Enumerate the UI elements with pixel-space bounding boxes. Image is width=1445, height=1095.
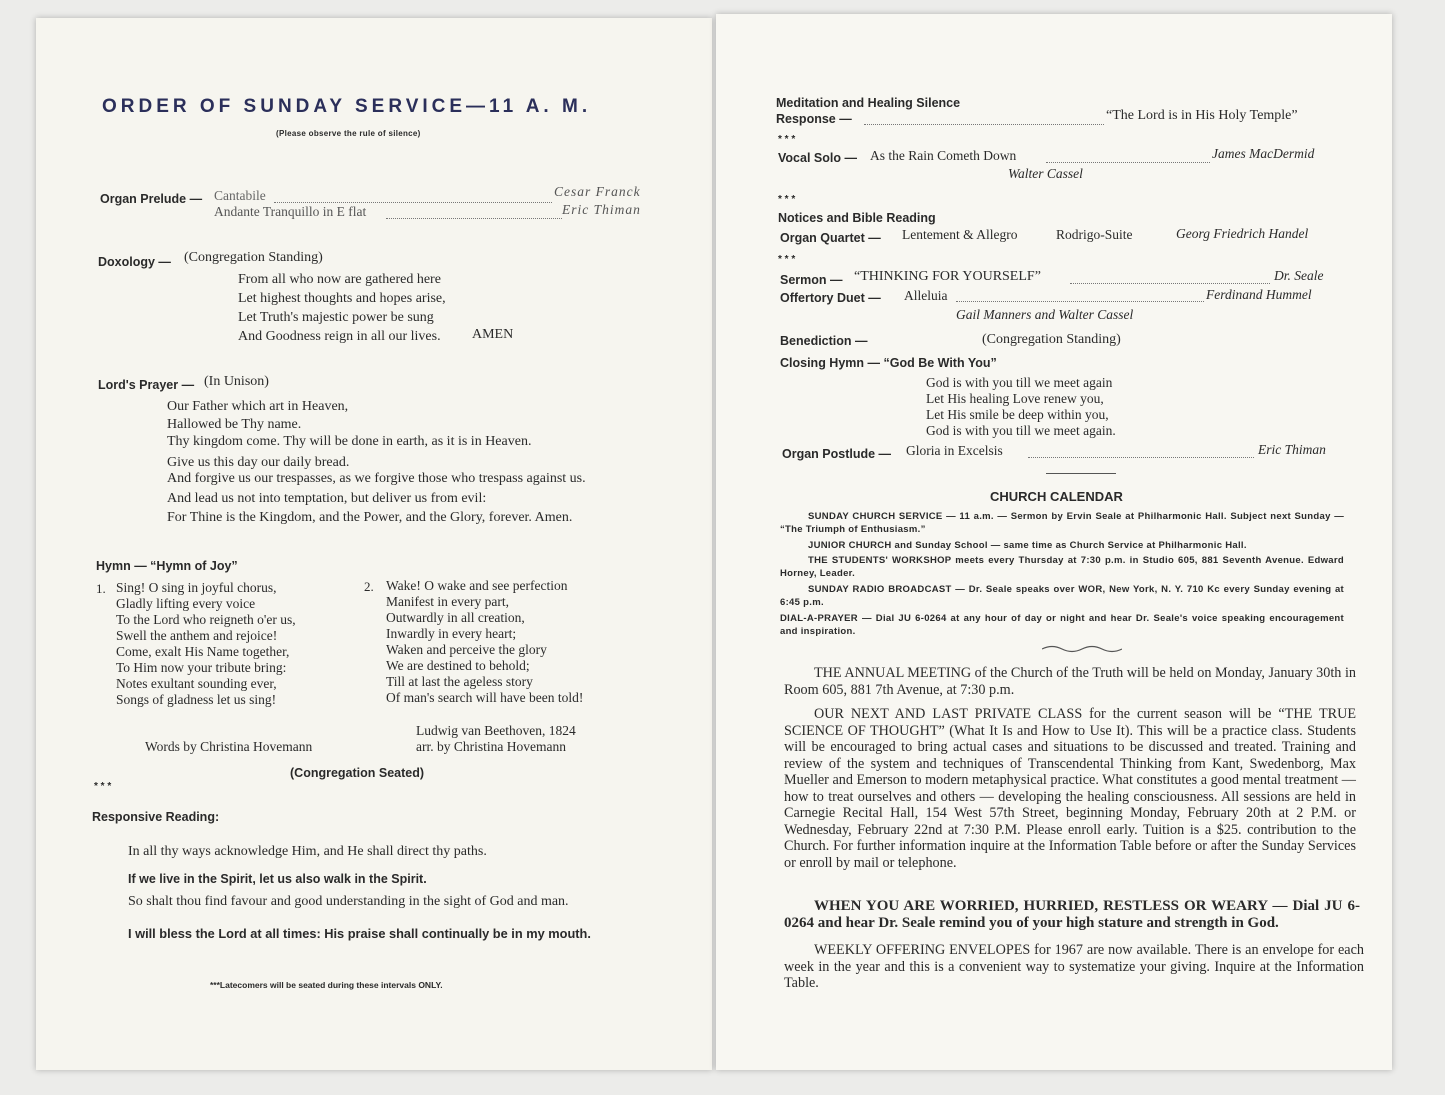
left-page (36, 18, 712, 1070)
prelude-item-1: Cantabile (214, 188, 266, 203)
prayer-line-5: And forgive us our trespasses, as we forgive those who trespass against us. (167, 471, 586, 486)
stars-divider: * * * (778, 194, 796, 205)
verse-1-line: Swell the anthem and rejoice! (116, 628, 278, 643)
organ-quartet-suite: Rodrigo-Suite (1056, 227, 1133, 242)
vocal-solo-label: Vocal Solo — (778, 151, 857, 165)
offertory-composer: Ferdinand Hummel (1206, 287, 1312, 302)
prayer-line-3: Thy kingdom come. Thy will be done in earth, as it is in Heaven. (167, 434, 532, 449)
verse-2-line: Till at last the ageless story (386, 674, 533, 689)
verse-2-line: We are destined to behold; (386, 658, 530, 673)
organ-quartet-label: Organ Quartet — (780, 231, 881, 245)
organ-postlude-label: Organ Postlude — (782, 447, 892, 461)
right-page (716, 14, 1392, 1070)
prayer-line-7: For Thine is the Kingdom, and the Power, and the Glory, forever. Amen. (167, 510, 573, 525)
responsive-line-2: If we live in the Spirit, let us also walk in the Spirit. (128, 872, 427, 886)
stars-divider: * * * (778, 134, 796, 145)
hymn-label: Hymn — “Hymn of Joy” (96, 559, 238, 573)
hymn-arranged-by: arr. by Christina Hovemann (416, 739, 566, 754)
divider-rule (1046, 473, 1116, 474)
verse-1-number: 1. (96, 581, 106, 596)
verse-1-line: To the Lord who reigneth o'er us, (116, 612, 296, 627)
verse-2-line: Manifest in every part, (386, 594, 509, 609)
response-label: Response — (776, 112, 852, 126)
annual-meeting: THE ANNUAL MEETING of the Church of the Truth will be held on Monday, January 30th in Room 605, 881 7th Avenue, at 7:30 p.m. (784, 665, 1356, 698)
benediction-label: Benediction — (780, 334, 868, 348)
closing-hymn-lines (926, 375, 1116, 439)
verse-1-line: Come, exalt His Name together, (116, 644, 290, 659)
calendar-title: CHURCH CALENDAR (990, 489, 1123, 504)
vocal-solo-composer: James MacDermid (1212, 146, 1315, 161)
closing-hymn-line: Let His healing Love renew you, (926, 391, 1104, 406)
verse-1-line: To Him now your tribute bring: (116, 660, 287, 675)
wave-divider (1042, 644, 1122, 654)
organ-quartet-composer: Georg Friedrich Handel (1176, 226, 1309, 241)
calendar-item-3: THE STUDENTS' WORKSHOP meets every Thursday at 7:30 p.m. in Studio 605, 881 Seventh Avenue. Edward Horney, Leader. (780, 555, 1344, 579)
verse-1-line: Songs of gladness let us sing! (116, 692, 277, 707)
offertory-label: Offertory Duet — (780, 291, 881, 305)
prelude-composer-2: Eric Thiman (562, 202, 641, 217)
verse-2-line: Of man's search will have been told! (386, 690, 584, 705)
sermon-label: Sermon — (780, 273, 843, 287)
calendar-item-5: DIAL-A-PRAYER — Dial JU 6-0264 at any hour of day or night and hear Dr. Seale's voice speaking encouragement and inspiration. (780, 613, 1344, 637)
verse-1-line: Notes exultant sounding ever, (116, 676, 277, 691)
lords-prayer-note: (In Unison) (204, 374, 269, 389)
verse-2-line: Waken and perceive the glory (386, 642, 547, 657)
calendar-item-1: SUNDAY CHURCH SERVICE — 11 a.m. — Sermon by Ervin Seale at Philharmonic Hall. Subject next Sunday — “The Triumph of Enthusiasm.” (780, 511, 1344, 535)
verse-2 (386, 578, 583, 706)
vocal-solo-title: As the Rain Cometh Down (870, 148, 1017, 163)
closing-hymn-line: God is with you till we meet again. (926, 423, 1116, 438)
offertory-performers: Gail Manners and Walter Cassel (956, 307, 1134, 322)
calendar-item-2: JUNIOR CHURCH and Sunday School — same time as Church Service at Philharmonic Hall. (808, 540, 1247, 551)
notices-label: Notices and Bible Reading (778, 211, 936, 225)
stars-divider: * * * (778, 254, 796, 265)
closing-hymn-line: Let His smile be deep within you, (926, 407, 1109, 422)
stars-divider: * * * (94, 781, 112, 792)
hymn-words-by: Words by Christina Hovemann (145, 739, 313, 754)
vocal-solo-performer: Walter Cassel (1008, 166, 1083, 181)
verse-2-number: 2. (364, 579, 374, 594)
sermon-title: “THINKING FOR YOURSELF” (854, 269, 1041, 284)
sermon-speaker: Dr. Seale (1274, 268, 1324, 283)
lords-prayer-label: Lord's Prayer — (98, 378, 195, 392)
offering-envelopes: WEEKLY OFFERING ENVELOPES for 1967 are now available. There is an envelope for each week in the year and this is a convenient way to systematize your giving. Inquire at the Information Table. (784, 942, 1364, 991)
verse-2-line: Inwardly in every heart; (386, 626, 517, 641)
closing-hymn-label: Closing Hymn — “God Be With You” (780, 356, 997, 370)
verse-1 (116, 580, 296, 708)
verse-1-line: Sing! O sing in joyful chorus, (116, 580, 277, 595)
meditation-label: Meditation and Healing Silence (776, 96, 961, 110)
congregation-seated: (Congregation Seated) (290, 766, 425, 780)
responsive-line-1: In all thy ways acknowledge Him, and He shall direct thy paths. (128, 844, 487, 859)
latecomers-note: ***Latecomers will be seated during these intervals ONLY. (210, 980, 443, 990)
organ-quartet-title: Lentement & Allegro (902, 227, 1018, 242)
doxology-line-1: From all who now are gathered here (238, 272, 441, 287)
verse-1-line: Gladly lifting every voice (116, 596, 256, 611)
closing-hymn-line: God is with you till we meet again (926, 375, 1113, 390)
postlude-title: Gloria in Excelsis (906, 443, 1003, 458)
organ-prelude-label: Organ Prelude — (100, 192, 203, 206)
doxology-amen: AMEN (472, 327, 514, 342)
prelude-composer-1: Cesar Franck (554, 184, 641, 199)
worried-notice: WHEN YOU ARE WORRIED, HURRIED, RESTLESS OR WEARY — Dial JU 6-0264 and hear Dr. Seale remind you of your high stature and strength in God. (784, 898, 1360, 931)
postlude-composer: Eric Thiman (1258, 442, 1326, 457)
doxology-line-3: Let Truth's majestic power be sung (238, 310, 434, 325)
doxology-note: (Congregation Standing) (184, 250, 323, 265)
responsive-line-3: So shalt thou find favour and good understanding in the sight of God and man. (128, 894, 569, 909)
doxology-label: Doxology — (98, 255, 171, 269)
service-subtitle: (Please observe the rule of silence) (276, 129, 421, 138)
offertory-title: Alleluia (904, 288, 948, 303)
prayer-line-6: And lead us not into temptation, but deliver us from evil: (167, 491, 487, 506)
doxology-line-2: Let highest thoughts and hopes arise, (238, 291, 446, 306)
response-value: “The Lord is in His Holy Temple” (1106, 108, 1298, 123)
private-class: OUR NEXT AND LAST PRIVATE CLASS for the current season will be “THE TRUE SCIENCE OF THOUGHT” (What It Is and How to Use It). This will be a practice class. Students will be encouraged to bring actual cases and situations to be discussed and treated. Training and review of the system and techniques of Transcendental Thinking from Kant, Swedenborg, Max Mueller and Emerson to modern metaphysical practice. What constitutes a good mental treatment — how to treat ourselves and others — developing the healing consciousness. All sessions are held in Carnegie Recital Hall, 154 West 57th Street, beginning Monday, February 20th at 2 P.M. or Wednesday, February 22nd at 7:30 P.M. Please enroll early. Tuition is a $25. contribution to the Church. For further information inquire at the Information Table before or after the Sunday Services or enroll by mail or telephone. (784, 706, 1356, 871)
responsive-reading-label: Responsive Reading: (92, 810, 220, 824)
responsive-line-4: I will bless the Lord at all times: His praise shall continually be in my mouth. (128, 926, 591, 941)
calendar-item-4: SUNDAY RADIO BROADCAST — Dr. Seale speaks over WOR, New York, N. Y. 710 Kc every Sunday evening at 6:45 p.m. (780, 584, 1344, 608)
prelude-item-2: Andante Tranquillo in E flat (214, 204, 367, 219)
prayer-line-4: Give us this day our daily bread. (167, 455, 350, 470)
doxology-line-4: And Goodness reign in all our lives. (238, 329, 441, 344)
verse-2-line: Outwardly in all creation, (386, 610, 525, 625)
benediction-note: (Congregation Standing) (982, 332, 1121, 347)
prayer-line-2: Hallowed be Thy name. (167, 417, 302, 432)
verse-2-line: Wake! O wake and see perfection (386, 578, 568, 593)
hymn-composer: Ludwig van Beethoven, 1824 (416, 723, 576, 738)
service-title: ORDER OF SUNDAY SERVICE—11 A. M. (102, 96, 592, 117)
prayer-line-1: Our Father which art in Heaven, (167, 399, 349, 414)
